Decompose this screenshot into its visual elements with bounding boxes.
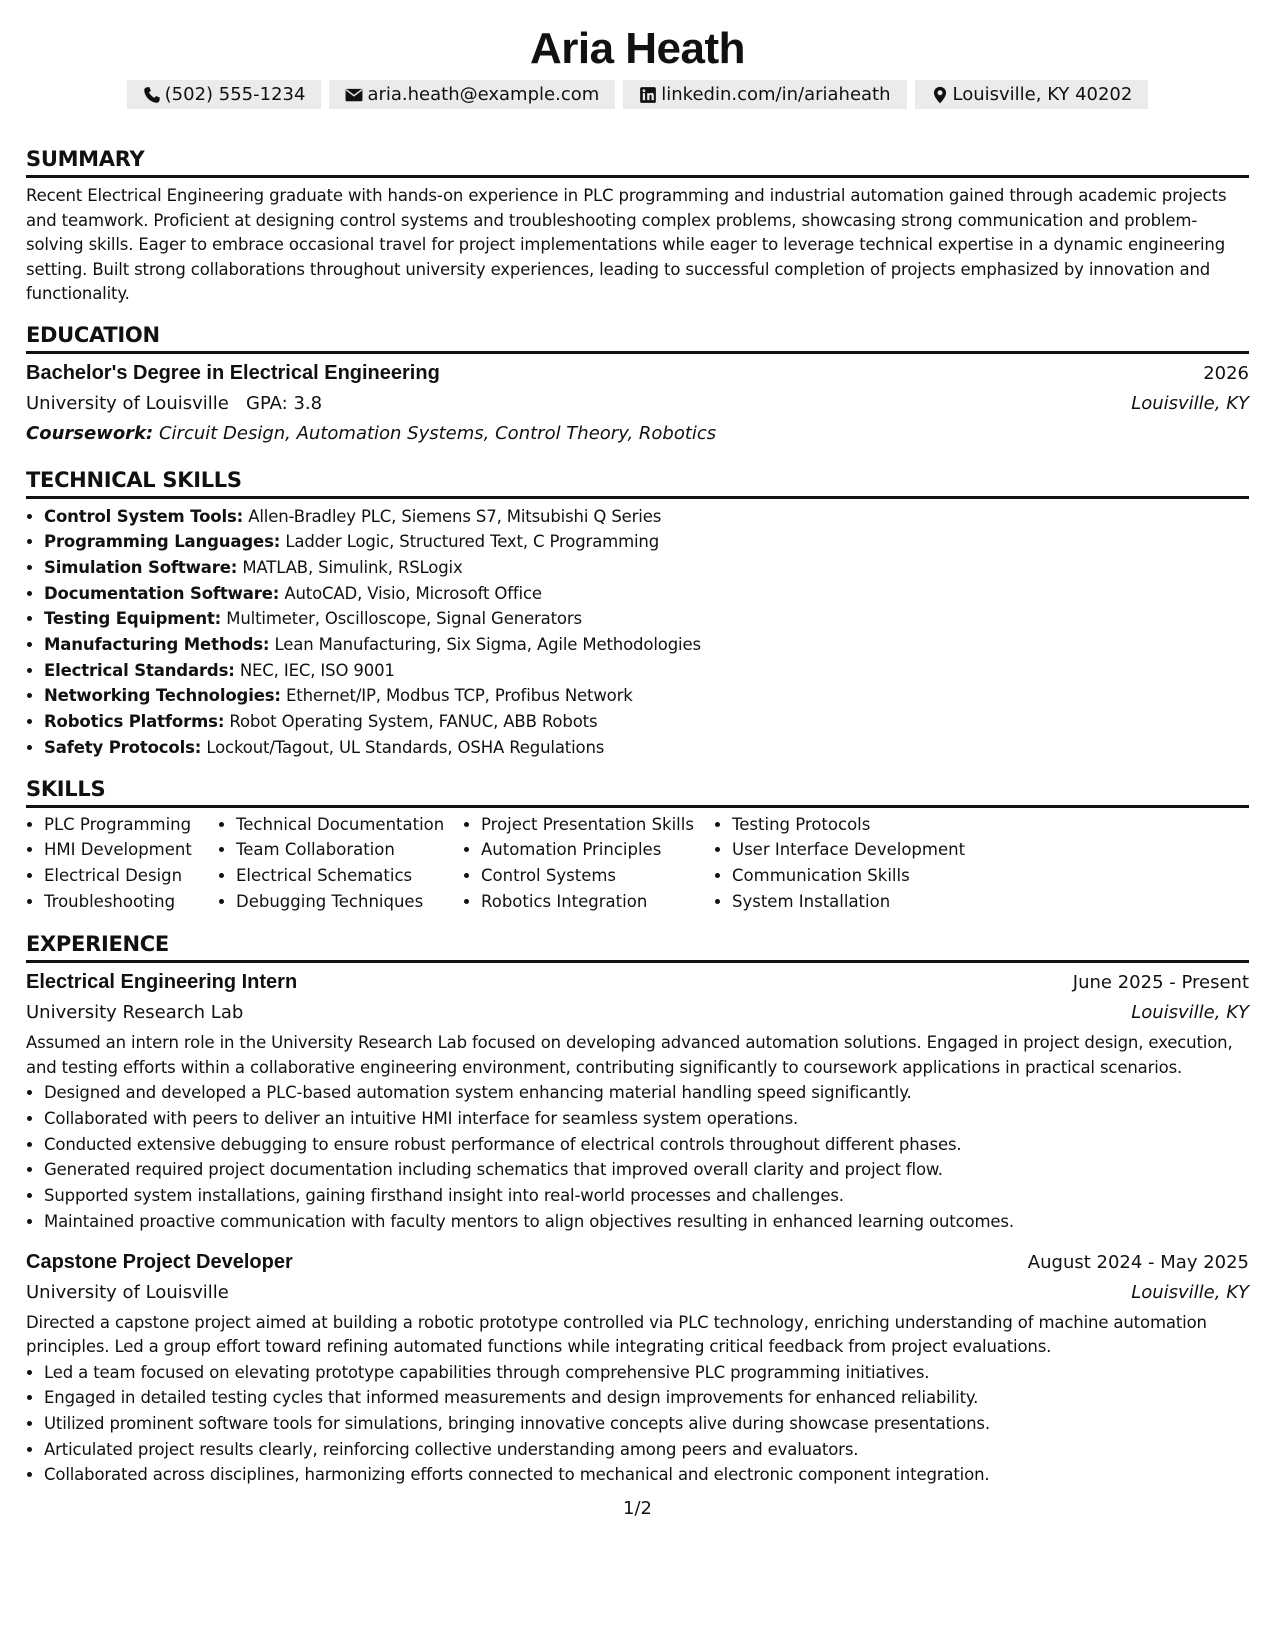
job-organization: University of Louisville	[26, 1281, 229, 1303]
technical-skill-value: Ladder Logic, Structured Text, C Programming	[285, 532, 660, 552]
technical-skill-value: MATLAB, Simulink, RSLogix	[242, 557, 463, 577]
job-bullet: • Led a team focused on elevating prototype capabilities through comprehensive PLC programming initiatives.	[44, 1360, 1249, 1386]
skill-item: • System Installation	[732, 889, 974, 915]
job-description: Directed a capstone project aimed at building a robotic prototype controlled via PLC technology, enriching understanding of machine automation principles. Led a group effort toward refining automated functions while integrating critical feedback from project evaluations.	[26, 1312, 1207, 1357]
job-bullet: • Collaborated with peers to deliver an intuitive HMI interface for seamless system operations.	[44, 1106, 1249, 1132]
experience-section	[26, 931, 1249, 1488]
job-bullet: • Maintained proactive communication with faculty mentors to align objectives resulting in enhanced learning outcomes.	[44, 1209, 1249, 1235]
experience-list	[26, 967, 1249, 1488]
technical-skill-value: Lockout/Tagout, UL Standards, OSHA Regulations	[206, 737, 605, 757]
linkedin-text: linkedin.com/in/ariaheath	[661, 84, 891, 105]
technical-skill-label: Testing Equipment:	[44, 609, 222, 629]
technical-skill-label: Programming Languages:	[44, 532, 281, 552]
technical-skill-label: Documentation Software:	[44, 583, 280, 603]
skills-column	[463, 812, 714, 915]
linkedin-icon	[639, 86, 657, 104]
skill-item: • Debugging Techniques	[236, 889, 463, 915]
job-bullets	[26, 1080, 1249, 1234]
technical-skill-item	[44, 632, 1249, 658]
gpa: GPA: 3.8	[246, 392, 323, 414]
job-bullet: • Supported system installations, gaining firsthand insight into real-world processes and challenges.	[44, 1183, 1249, 1209]
technical-skill-label: Networking Technologies:	[44, 686, 281, 706]
experience-entry	[26, 967, 1249, 1234]
education-section	[26, 322, 1249, 449]
section-title-education: EDUCATION	[26, 322, 1249, 354]
technical-skill-item	[44, 658, 1249, 684]
phone-text: (502) 555-1234	[164, 84, 306, 105]
job-title: Electrical Engineering Intern	[26, 971, 298, 994]
degree-title: Bachelor's Degree in Electrical Engineering	[26, 361, 440, 384]
graduation-year: 2026	[1203, 362, 1249, 384]
skills-column	[26, 812, 218, 915]
technical-skill-value: Robot Operating System, FANUC, ABB Robots	[229, 712, 598, 732]
skill-item: • Project Presentation Skills	[481, 812, 714, 838]
skill-item: • Control Systems	[481, 863, 714, 889]
technical-skill-label: Control System Tools:	[44, 506, 244, 526]
skill-item: • Troubleshooting	[44, 889, 218, 915]
technical-skill-label: Manufacturing Methods:	[44, 635, 270, 655]
phone-chip	[127, 80, 322, 109]
phone-icon	[143, 86, 161, 104]
school-location: Louisville, KY	[1131, 392, 1249, 414]
technical-skill-value: Ethernet/IP, Modbus TCP, Profibus Network	[285, 686, 633, 706]
envelope-icon	[345, 86, 363, 104]
job-location: Louisville, KY	[1131, 1002, 1249, 1024]
page-number: 1/2	[623, 1498, 652, 1519]
section-title-experience: EXPERIENCE	[26, 931, 1249, 963]
skills-column	[714, 812, 974, 915]
technical-skill-item	[44, 504, 1249, 530]
skill-item: • User Interface Development	[732, 837, 974, 863]
map-pin-icon	[931, 86, 949, 104]
technical-skill-item	[44, 709, 1249, 735]
skill-item: • HMI Development	[44, 837, 218, 863]
section-title-skills: SKILLS	[26, 776, 1249, 808]
skills-section	[26, 776, 1249, 915]
job-description: Assumed an intern role in the University Research Lab focused on developing advanced automation solutions. Engaged in project design, execution, and testing efforts within a collaborative engineering environment, contributing significantly to coursework applications in practical scenarios.	[26, 1033, 1233, 1077]
job-bullet: • Articulated project results clearly, reinforcing collective understanding among peers and evaluators.	[44, 1437, 1249, 1463]
email-chip[interactable]	[329, 80, 615, 109]
summary-text: Recent Electrical Engineering graduate with hands-on experience in PLC programming and industrial automation gained through academic projects and teamwork. Proficient at designing control systems and troubleshooting complex problems, showcasing strong communication and problem-solving skills. Eager to embrace occasional travel for project implementations while eager to leverage technical expertise in a dynamic engineering setting. Built strong collaborations throughout university experiences, leading to successful completion of projects emphasized by innovation and functionality.	[26, 186, 1227, 303]
technical-skill-label: Simulation Software:	[44, 557, 238, 577]
summary-section	[26, 146, 1249, 307]
technical-skill-value: NEC, IEC, ISO 9001	[239, 660, 395, 680]
school-name: University of Louisville	[26, 392, 229, 414]
section-title-technical-skills: TECHNICAL SKILLS	[26, 467, 1249, 499]
technical-skill-value: Multimeter, Oscilloscope, Signal Generators	[226, 609, 582, 629]
job-title: Capstone Project Developer	[26, 1250, 293, 1273]
technical-skill-label: Electrical Standards:	[44, 660, 235, 680]
technical-skills-list	[26, 504, 1249, 761]
technical-skills-section	[26, 467, 1249, 761]
technical-skill-item	[44, 683, 1249, 709]
skill-item: • Automation Principles	[481, 837, 714, 863]
coursework-list: Circuit Design, Automation Systems, Control Theory, Robotics	[158, 422, 717, 444]
job-bullet: • Engaged in detailed testing cycles that informed measurements and design improvements for enhanced reliability.	[44, 1385, 1249, 1411]
job-bullets	[26, 1360, 1249, 1489]
skill-item: • Team Collaboration	[236, 837, 463, 863]
experience-entry	[26, 1247, 1249, 1489]
skill-item: • Communication Skills	[732, 863, 974, 889]
job-dates: August 2024 - May 2025	[1027, 1251, 1249, 1273]
job-bullet: • Conducted extensive debugging to ensure robust performance of electrical controls throughout different phases.	[44, 1132, 1249, 1158]
school-line	[26, 389, 322, 419]
skill-item: • Electrical Design	[44, 863, 218, 889]
technical-skill-item	[44, 606, 1249, 632]
contact-bar	[26, 80, 1249, 109]
technical-skill-item	[44, 529, 1249, 555]
technical-skill-value: Lean Manufacturing, Six Sigma, Agile Methodologies	[274, 635, 701, 655]
job-dates: June 2025 - Present	[1072, 972, 1249, 994]
skill-item: • Technical Documentation	[236, 812, 463, 838]
location-text: Louisville, KY 40202	[952, 84, 1133, 105]
location-chip	[915, 80, 1149, 109]
skills-column	[218, 812, 463, 915]
candidate-name: Aria Heath	[529, 24, 746, 73]
job-location: Louisville, KY	[1131, 1281, 1249, 1303]
skills-grid	[26, 812, 1249, 915]
skill-item: • Robotics Integration	[481, 889, 714, 915]
email-text: aria.heath@example.com	[367, 84, 600, 105]
job-bullet: • Collaborated across disciplines, harmonizing efforts connected to mechanical and electronic component integration.	[44, 1462, 1249, 1488]
linkedin-chip[interactable]	[623, 80, 906, 109]
technical-skill-value: Allen-Bradley PLC, Siemens S7, Mitsubishi Q Series	[248, 506, 662, 526]
job-bullet: • Generated required project documentation including schematics that improved overall clarity and project flow.	[44, 1157, 1249, 1183]
technical-skill-value: AutoCAD, Visio, Microsoft Office	[284, 583, 542, 603]
skill-item: • PLC Programming	[44, 812, 218, 838]
job-bullet: • Designed and developed a PLC-based automation system enhancing material handling speed significantly.	[44, 1080, 1249, 1106]
technical-skill-item	[44, 581, 1249, 607]
technical-skill-item	[44, 555, 1249, 581]
coursework-label: Coursework:	[26, 422, 154, 444]
job-bullet: • Utilized prominent software tools for simulations, bringing innovative concepts alive during showcase presentations.	[44, 1411, 1249, 1437]
job-organization: University Research Lab	[26, 1002, 244, 1024]
coursework-line	[26, 419, 1249, 449]
skill-item: • Electrical Schematics	[236, 863, 463, 889]
section-title-summary: SUMMARY	[26, 146, 1249, 178]
technical-skill-label: Safety Protocols:	[44, 737, 202, 757]
technical-skill-label: Robotics Platforms:	[44, 712, 225, 732]
technical-skill-item	[44, 735, 1249, 761]
skill-item: • Testing Protocols	[732, 812, 974, 838]
